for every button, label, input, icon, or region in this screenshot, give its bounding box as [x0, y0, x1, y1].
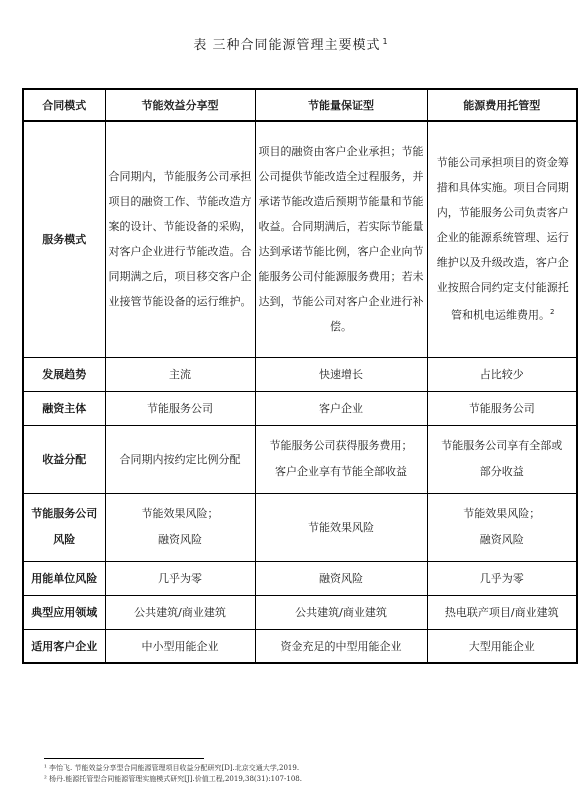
- table-cell: 热电联产项目/商业建筑: [427, 595, 577, 629]
- table-cell: 占比较少: [427, 357, 577, 391]
- table-cell: 公共建筑/商业建筑: [255, 595, 427, 629]
- table-cell: 合同期内按约定比例分配: [105, 425, 255, 493]
- cell-line: 节能服务公司获得服务费用；: [269, 439, 413, 452]
- cell-line: 客户企业享有节能全部收益: [275, 465, 407, 478]
- footnote-1: ¹ 李怡飞. 节能效益分享型合同能源管理项目收益分配研究[D].北京交通大学,2019.: [44, 764, 300, 772]
- cell-line: 节能效果风险；: [463, 507, 541, 520]
- row-label: [23, 493, 105, 561]
- cell-line: 部分收益: [479, 465, 524, 478]
- row-label: 典型应用领域: [23, 595, 105, 629]
- row-label: 用能单位风险: [23, 561, 105, 595]
- row-label: 适用客户企业: [23, 629, 105, 663]
- table-cell: [427, 425, 577, 493]
- table-title: 表 三种合同能源管理主要模式 $^1$: [193, 36, 389, 53]
- table-cell: 快速增长: [255, 357, 427, 391]
- header-cell: 能源费用托管型: [427, 89, 577, 121]
- footnotes: [44, 758, 302, 785]
- row-label: 融资主体: [23, 391, 105, 425]
- table-cell: 主流: [105, 357, 255, 391]
- service-mode-row: [23, 121, 577, 357]
- row-label-line: 风险: [53, 533, 76, 546]
- cell-line: 融资风险: [158, 533, 202, 546]
- income-row: [23, 425, 577, 493]
- table-cell: 中小型用能企业: [105, 629, 255, 663]
- financing-row: [23, 391, 577, 425]
- cell-line: 节能服务公司享有全部或: [441, 439, 563, 452]
- table-cell: 公共建筑/商业建筑: [105, 595, 255, 629]
- user-risk-row: [23, 561, 577, 595]
- row-label: 收益分配: [23, 425, 105, 493]
- header-row: [23, 89, 577, 121]
- table-cell: 融资风险: [255, 561, 427, 595]
- table-cell: 大型用能企业: [427, 629, 577, 663]
- table-cell: [255, 425, 427, 493]
- header-cell: 合同模式: [23, 89, 105, 121]
- table-cell: [427, 121, 577, 357]
- title-footnote-marker: 1: [382, 36, 389, 46]
- table-cell: 几乎为零: [427, 561, 577, 595]
- table-cell: 节能效果风险: [255, 493, 427, 561]
- table-cell: [105, 493, 255, 561]
- row-label-line: 节能服务公司: [31, 507, 98, 520]
- table-cell: 资金充足的中型用能企业: [255, 629, 427, 663]
- table-cell: 几乎为零: [105, 561, 255, 595]
- table-cell: 节能服务公司: [105, 391, 255, 425]
- contract-modes-table: [22, 88, 578, 664]
- cell-line: 融资风险: [479, 533, 524, 546]
- row-label: 发展趋势: [23, 357, 105, 391]
- cell-text: 节能公司承担项目的资金筹措和具体实施。项目合同期内，节能服务公司负责客户企业的能源系统管理、运行维护以及升级改造，客户企业按照合同约定支付能源托管和机电运维费用。: [436, 156, 569, 323]
- footnote-2: ² 杨丹.能源托管型合同能源管理实施模式研究[J].价值工程,2019,38(31):107-108.: [44, 775, 302, 783]
- header-cell: 节能量保证型: [255, 89, 427, 121]
- footnote-marker: 2: [550, 308, 555, 317]
- application-row: [23, 595, 577, 629]
- header-cell: 节能效益分享型: [105, 89, 255, 121]
- table-cell: 项目的融资由客户企业承担；节能公司提供节能改造全过程服务，并承诺节能改造后预期节能量和节能收益。合同期满后，若实际节能量达到承诺节能比例，客户企业向节能服务公司付能源服务费用；若未达到，节能公司对客户企业进行补偿。: [255, 121, 427, 357]
- esco-risk-row: [23, 493, 577, 561]
- table-cell: 合同期内，节能服务公司承担项目的融资工作、节能改造方案的设计、节能设备的采购，对客户企业进行节能改造。合同期满之后，项目移交客户企业接管节能设备的运行维护。: [105, 121, 255, 357]
- table-cell: [427, 493, 577, 561]
- cell-line: 节能效果风险；: [141, 507, 219, 520]
- table-cell: 客户企业: [255, 391, 427, 425]
- table-cell: 节能服务公司: [427, 391, 577, 425]
- row-label: 服务模式: [23, 121, 105, 357]
- footnote-divider: [44, 758, 204, 759]
- customers-row: [23, 629, 577, 663]
- trend-row: [23, 357, 577, 391]
